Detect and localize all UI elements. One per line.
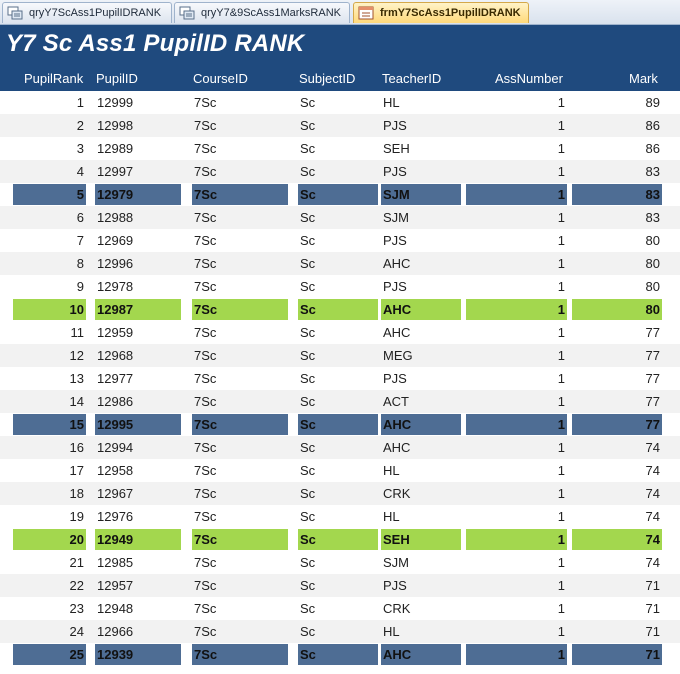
tab-qry-pupilid-rank[interactable] <box>2 2 172 23</box>
record-row[interactable] <box>0 643 680 666</box>
pupilrank-field[interactable]: 23 <box>69 601 84 616</box>
pupilrank-field[interactable]: 24 <box>69 624 84 639</box>
teacherid-field[interactable]: PJS <box>383 164 407 179</box>
pupilrank-field[interactable]: 5 <box>13 184 86 205</box>
column-header-pupilid: PupilID <box>96 71 138 86</box>
mark-field[interactable]: 86 <box>645 118 660 133</box>
tab-label: qryY7&9ScAss1MarksRANK <box>201 7 341 19</box>
pupilid-field[interactable]: 12994 <box>97 440 134 455</box>
assnumber-field[interactable]: 1 <box>557 279 565 294</box>
record-row[interactable] <box>0 597 680 620</box>
subjectid-field[interactable]: Sc <box>300 555 316 570</box>
pupilrank-field[interactable]: 9 <box>76 279 84 294</box>
pupilid-field[interactable]: 12966 <box>97 624 134 639</box>
pupilid-field[interactable]: 12959 <box>97 325 134 340</box>
pupilid-field[interactable]: 12979 <box>95 184 181 205</box>
pupilrank-field[interactable]: 2 <box>76 118 84 133</box>
record-row[interactable] <box>0 321 680 344</box>
assnumber-field[interactable]: 1 <box>557 118 565 133</box>
record-row[interactable] <box>0 551 680 574</box>
column-header-pupilrank: PupilRank <box>24 71 84 86</box>
record-row[interactable] <box>0 620 680 643</box>
courseid-field[interactable]: 7Sc <box>194 348 217 363</box>
subjectid-field[interactable]: Sc <box>300 371 316 386</box>
subjectid-field[interactable]: Sc <box>300 463 316 478</box>
pupilrank-field[interactable]: 15 <box>13 414 86 435</box>
pupilid-field[interactable]: 12978 <box>97 279 134 294</box>
subjectid-field[interactable]: Sc <box>300 348 316 363</box>
form-title: Y7 Sc Ass1 PupilID RANK <box>6 30 305 57</box>
subjectid-field[interactable]: Sc <box>300 601 316 616</box>
column-header-courseid: CourseID <box>193 71 248 86</box>
tab-qry-marks-rank[interactable] <box>174 2 350 23</box>
subjectid-field[interactable]: Sc <box>300 164 316 179</box>
mark-field[interactable]: 74 <box>645 486 660 501</box>
mark-field[interactable]: 71 <box>645 578 660 593</box>
assnumber-field[interactable]: 1 <box>557 509 565 524</box>
mark-field[interactable]: 74 <box>572 529 662 550</box>
subjectid-field[interactable]: Sc <box>300 624 316 639</box>
teacherid-field[interactable]: ACT <box>383 394 409 409</box>
subjectid-field[interactable]: Sc <box>300 279 316 294</box>
assnumber-field[interactable]: 1 <box>557 486 565 501</box>
pupilid-field[interactable]: 12969 <box>97 233 134 248</box>
pupilid-field[interactable]: 12939 <box>95 644 181 665</box>
pupilid-field[interactable]: 12985 <box>97 555 134 570</box>
pupilid-field[interactable]: 12995 <box>95 414 181 435</box>
column-header-assnumber: AssNumber <box>495 71 563 86</box>
pupilrank-field[interactable]: 10 <box>13 299 86 320</box>
subjectid-field[interactable]: Sc <box>300 118 316 133</box>
courseid-field[interactable]: 7Sc <box>194 624 217 639</box>
courseid-field[interactable]: 7Sc <box>194 95 217 110</box>
assnumber-field[interactable]: 1 <box>466 644 567 665</box>
query-icon <box>179 6 195 20</box>
teacherid-field[interactable]: CRK <box>383 601 411 616</box>
tab-label: frmY7ScAss1PupilIDRANK <box>380 7 521 19</box>
courseid-field[interactable]: 7Sc <box>192 529 288 550</box>
mark-field[interactable]: 86 <box>645 141 660 156</box>
mark-field[interactable]: 74 <box>645 555 660 570</box>
courseid-field[interactable]: 7Sc <box>192 414 288 435</box>
form-header <box>0 25 680 91</box>
teacherid-field[interactable]: PJS <box>383 118 407 133</box>
pupilid-field[interactable]: 12999 <box>97 95 134 110</box>
assnumber-field[interactable]: 1 <box>466 529 567 550</box>
courseid-field[interactable]: 7Sc <box>194 325 217 340</box>
record-row[interactable] <box>0 574 680 597</box>
assnumber-field[interactable]: 1 <box>557 555 565 570</box>
pupilrank-field[interactable]: 3 <box>76 141 84 156</box>
pupilrank-field[interactable]: 17 <box>69 463 84 478</box>
pupilid-field[interactable]: 12977 <box>97 371 134 386</box>
pupilid-field[interactable]: 12976 <box>97 509 134 524</box>
record-row[interactable] <box>0 367 680 390</box>
subjectid-field[interactable]: Sc <box>300 256 316 271</box>
assnumber-field[interactable]: 1 <box>466 184 567 205</box>
pupilid-field[interactable]: 12986 <box>97 394 134 409</box>
courseid-field[interactable]: 7Sc <box>192 184 288 205</box>
assnumber-field[interactable]: 1 <box>557 256 565 271</box>
pupilid-field[interactable]: 12958 <box>97 463 134 478</box>
assnumber-field[interactable]: 1 <box>557 371 565 386</box>
pupilrank-field[interactable]: 6 <box>76 210 84 225</box>
subjectid-field[interactable]: Sc <box>298 184 378 205</box>
teacherid-field[interactable]: PJS <box>383 578 407 593</box>
teacherid-field[interactable]: SJM <box>383 555 409 570</box>
teacherid-field[interactable]: AHC <box>383 256 411 271</box>
subjectid-field[interactable]: Sc <box>298 644 378 665</box>
teacherid-field[interactable]: AHC <box>383 325 411 340</box>
record-row[interactable] <box>0 528 680 551</box>
subjectid-field[interactable]: Sc <box>300 233 316 248</box>
teacherid-field[interactable]: HL <box>383 95 400 110</box>
mark-field[interactable]: 77 <box>645 348 660 363</box>
pupilid-field[interactable]: 12968 <box>97 348 134 363</box>
subjectid-field[interactable]: Sc <box>300 486 316 501</box>
pupilid-field[interactable]: 12949 <box>95 529 181 550</box>
courseid-field[interactable]: 7Sc <box>192 299 288 320</box>
pupilrank-field[interactable]: 19 <box>69 509 84 524</box>
pupilid-field[interactable]: 12967 <box>97 486 134 501</box>
courseid-field[interactable]: 7Sc <box>194 555 217 570</box>
teacherid-field[interactable]: HL <box>383 463 400 478</box>
mark-field[interactable]: 89 <box>645 95 660 110</box>
mark-field[interactable]: 80 <box>645 279 660 294</box>
assnumber-field[interactable]: 1 <box>557 95 565 110</box>
pupilrank-field[interactable]: 8 <box>76 256 84 271</box>
courseid-field[interactable]: 7Sc <box>194 141 217 156</box>
record-row[interactable] <box>0 91 680 114</box>
record-row[interactable] <box>0 183 680 206</box>
mark-field[interactable]: 74 <box>645 509 660 524</box>
pupilrank-field[interactable]: 4 <box>76 164 84 179</box>
subjectid-field[interactable]: Sc <box>298 299 378 320</box>
assnumber-field[interactable]: 1 <box>557 578 565 593</box>
assnumber-field[interactable]: 1 <box>466 299 567 320</box>
pupilrank-field[interactable]: 21 <box>69 555 84 570</box>
record-row[interactable] <box>0 413 680 436</box>
record-row[interactable] <box>0 298 680 321</box>
subjectid-field[interactable]: Sc <box>300 509 316 524</box>
pupilrank-field[interactable]: 1 <box>76 95 84 110</box>
mark-field[interactable]: 80 <box>645 233 660 248</box>
pupilrank-field[interactable]: 12 <box>69 348 84 363</box>
courseid-field[interactable]: 7Sc <box>194 210 217 225</box>
teacherid-field[interactable]: MEG <box>383 348 413 363</box>
form-footer <box>0 666 680 674</box>
courseid-field[interactable]: 7Sc <box>194 256 217 271</box>
record-row[interactable] <box>0 505 680 528</box>
record-row[interactable] <box>0 252 680 275</box>
pupilid-field[interactable]: 12987 <box>95 299 181 320</box>
mark-field[interactable]: 74 <box>645 463 660 478</box>
record-list <box>0 91 680 666</box>
record-row[interactable] <box>0 137 680 160</box>
subjectid-field[interactable]: Sc <box>300 578 316 593</box>
pupilrank-field[interactable]: 14 <box>69 394 84 409</box>
pupilid-field[interactable]: 12988 <box>97 210 134 225</box>
courseid-field[interactable]: 7Sc <box>194 394 217 409</box>
pupilrank-field[interactable]: 18 <box>69 486 84 501</box>
teacherid-field[interactable]: HL <box>383 624 400 639</box>
courseid-field[interactable]: 7Sc <box>194 164 217 179</box>
teacherid-field[interactable]: SEH <box>381 529 461 550</box>
pupilrank-field[interactable]: 7 <box>76 233 84 248</box>
column-header-subjectid: SubjectID <box>299 71 356 86</box>
mark-field[interactable]: 77 <box>572 414 662 435</box>
pupilrank-field[interactable]: 11 <box>70 325 84 340</box>
mark-field[interactable]: 77 <box>645 371 660 386</box>
assnumber-field[interactable]: 1 <box>466 414 567 435</box>
record-row[interactable] <box>0 229 680 252</box>
record-row[interactable] <box>0 344 680 367</box>
subjectid-field[interactable]: Sc <box>300 394 316 409</box>
courseid-field[interactable]: 7Sc <box>194 118 217 133</box>
record-row[interactable] <box>0 436 680 459</box>
subjectid-field[interactable]: Sc <box>300 210 316 225</box>
assnumber-field[interactable]: 1 <box>557 394 565 409</box>
mark-field[interactable]: 80 <box>572 299 662 320</box>
assnumber-field[interactable]: 1 <box>557 141 565 156</box>
column-header-teacherid: TeacherID <box>382 71 442 86</box>
subjectid-field[interactable]: Sc <box>298 529 378 550</box>
mark-field[interactable]: 83 <box>645 164 660 179</box>
mark-field[interactable]: 77 <box>645 325 660 340</box>
mark-field[interactable]: 77 <box>645 394 660 409</box>
teacherid-field[interactable]: AHC <box>383 440 411 455</box>
mark-field[interactable]: 83 <box>572 184 662 205</box>
courseid-field[interactable]: 7Sc <box>194 371 217 386</box>
record-row[interactable] <box>0 114 680 137</box>
mark-field[interactable]: 83 <box>645 210 660 225</box>
mark-field[interactable]: 71 <box>645 601 660 616</box>
courseid-field[interactable]: 7Sc <box>194 440 217 455</box>
courseid-field[interactable]: 7Sc <box>194 509 217 524</box>
pupilrank-field[interactable]: 20 <box>13 529 86 550</box>
teacherid-field[interactable]: SJM <box>381 184 461 205</box>
subjectid-field[interactable]: Sc <box>300 440 316 455</box>
tab-label: qryY7ScAss1PupilIDRANK <box>29 7 162 19</box>
pupilid-field[interactable]: 12957 <box>97 578 134 593</box>
query-icon <box>7 6 23 20</box>
pupilrank-field[interactable]: 13 <box>69 371 84 386</box>
assnumber-field[interactable]: 1 <box>557 164 565 179</box>
assnumber-field[interactable]: 1 <box>557 601 565 616</box>
column-header-mark: Mark <box>629 71 658 86</box>
courseid-field[interactable]: 7Sc <box>194 486 217 501</box>
courseid-field[interactable]: 7Sc <box>192 644 288 665</box>
teacherid-field[interactable]: SEH <box>383 141 410 156</box>
assnumber-field[interactable]: 1 <box>557 463 565 478</box>
assnumber-field[interactable]: 1 <box>557 624 565 639</box>
document-tab-strip <box>0 0 680 25</box>
assnumber-field[interactable]: 1 <box>557 210 565 225</box>
courseid-field[interactable]: 7Sc <box>194 279 217 294</box>
pupilid-field[interactable]: 12998 <box>97 118 134 133</box>
courseid-field[interactable]: 7Sc <box>194 463 217 478</box>
courseid-field[interactable]: 7Sc <box>194 601 217 616</box>
pupilid-field[interactable]: 12996 <box>97 256 134 271</box>
teacherid-field[interactable]: PJS <box>383 279 407 294</box>
teacherid-field[interactable]: HL <box>383 509 400 524</box>
subjectid-field[interactable]: Sc <box>300 95 316 110</box>
courseid-field[interactable]: 7Sc <box>194 578 217 593</box>
assnumber-field[interactable]: 1 <box>557 233 565 248</box>
assnumber-field[interactable]: 1 <box>557 325 565 340</box>
teacherid-field[interactable]: PJS <box>383 371 407 386</box>
form-icon <box>358 6 374 20</box>
mark-field[interactable]: 74 <box>645 440 660 455</box>
subjectid-field[interactable]: Sc <box>300 141 316 156</box>
record-row[interactable] <box>0 160 680 183</box>
record-row[interactable] <box>0 459 680 482</box>
mark-field[interactable]: 71 <box>645 624 660 639</box>
record-row[interactable] <box>0 390 680 413</box>
record-row[interactable] <box>0 275 680 298</box>
record-row[interactable] <box>0 206 680 229</box>
pupilid-field[interactable]: 12948 <box>97 601 134 616</box>
subjectid-field[interactable]: Sc <box>298 414 378 435</box>
mark-field[interactable]: 71 <box>572 644 662 665</box>
pupilrank-field[interactable]: 22 <box>69 578 84 593</box>
courseid-field[interactable]: 7Sc <box>194 233 217 248</box>
pupilid-field[interactable]: 12989 <box>97 141 134 156</box>
pupilrank-field[interactable]: 16 <box>69 440 84 455</box>
teacherid-field[interactable]: PJS <box>383 233 407 248</box>
mark-field[interactable]: 80 <box>645 256 660 271</box>
assnumber-field[interactable]: 1 <box>557 348 565 363</box>
teacherid-field[interactable]: CRK <box>383 486 411 501</box>
pupilid-field[interactable]: 12997 <box>97 164 134 179</box>
teacherid-field[interactable]: AHC <box>381 644 461 665</box>
subjectid-field[interactable]: Sc <box>300 325 316 340</box>
pupilrank-field[interactable]: 25 <box>13 644 86 665</box>
teacherid-field[interactable]: AHC <box>381 299 461 320</box>
teacherid-field[interactable]: SJM <box>383 210 409 225</box>
teacherid-field[interactable]: AHC <box>381 414 461 435</box>
tab-frm-pupilid-rank[interactable] <box>353 2 529 23</box>
record-row[interactable] <box>0 482 680 505</box>
assnumber-field[interactable]: 1 <box>557 440 565 455</box>
